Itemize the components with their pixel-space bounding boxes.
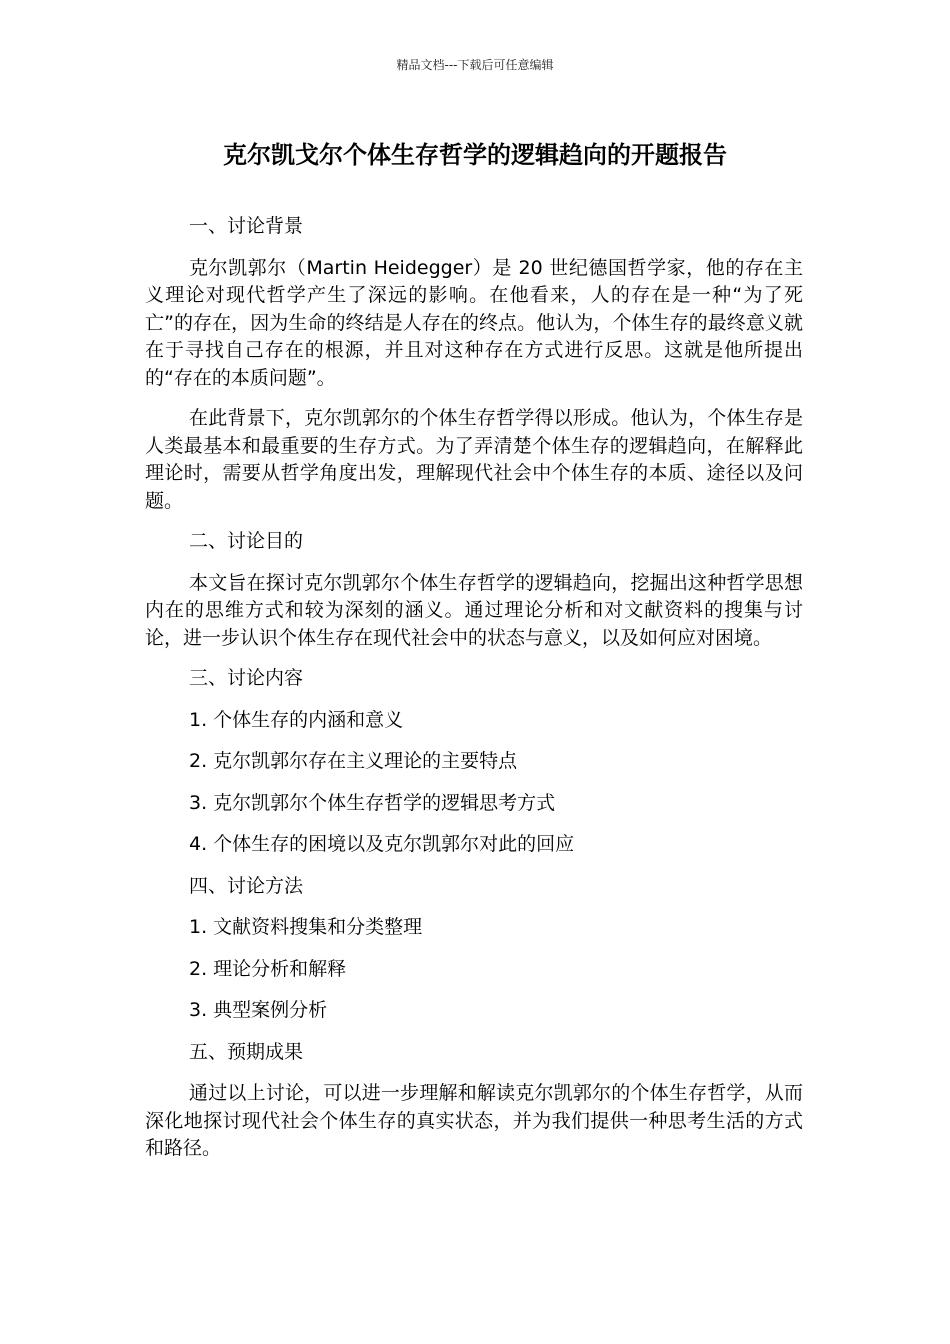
paragraph: 在此背景下，克尔凯郭尔的个体生存哲学得以形成。他认为，个体生存是人类最基本和最重要的生存方式。为了弄清楚个体生存的逻辑趋向，在解释此理论时，需要从哲学角度出发，理解现代社会中个体生存的本质、途径以及问题。 xyxy=(145,407,803,512)
list-item: 1. 个体生存的内涵和意义 xyxy=(189,708,404,731)
paragraph: 克尔凯郭尔（Martin Heidegger）是 20 世纪德国哲学家，他的存在主义理论对现代哲学产生了深远的影响。在他看来，人的存在是一种“为了死亡”的存在，因为生命的终结是人存在的终点。他认为，个体生存的最终意义就在于寻找自己存在的根源，并且对这种存在方式进行反思。这就是他所提出的“存在的本质问题”。 xyxy=(145,256,803,389)
list-item: 1. 文献资料搜集和分类整理 xyxy=(189,916,423,938)
document-body xyxy=(145,213,803,1176)
document-title: 克尔凯戈尔个体生存哲学的逻辑趋向的开题报告 xyxy=(223,141,727,169)
header-note: 精品文档---下载后可任意编辑 xyxy=(396,58,554,72)
section-heading: 四、讨论方法 xyxy=(189,874,304,897)
list-item: 3. 克尔凯郭尔个体生存哲学的逻辑思考方式 xyxy=(189,791,556,814)
list-item: 2. 克尔凯郭尔存在主义理论的主要特点 xyxy=(189,750,518,772)
section-heading: 五、预期成果 xyxy=(189,1040,304,1063)
paragraph: 本文旨在探讨克尔凯郭尔个体生存哲学的逻辑趋向，挖掘出这种哲学思想内在的思维方式和较为深刻的涵义。通过理论分析和对文献资料的搜集与讨论，进一步认识个体生存在现代社会中的状态与意义，以及如何应对困境。 xyxy=(145,571,803,649)
list-item: 4. 个体生存的困境以及克尔凯郭尔对此的回应 xyxy=(189,833,575,855)
list-item: 3. 典型案例分析 xyxy=(189,999,328,1021)
section-heading: 二、讨论目的 xyxy=(189,530,304,552)
paragraph: 通过以上讨论，可以进一步理解和解读克尔凯郭尔的个体生存哲学，从而深化地探讨现代社会个体生存的真实状态，并为我们提供一种思考生活的方式和路径。 xyxy=(145,1082,803,1159)
section-heading: 三、讨论内容 xyxy=(189,667,304,689)
section-heading: 一、讨论背景 xyxy=(189,215,304,237)
list-item: 2. 理论分析和解释 xyxy=(189,957,347,980)
